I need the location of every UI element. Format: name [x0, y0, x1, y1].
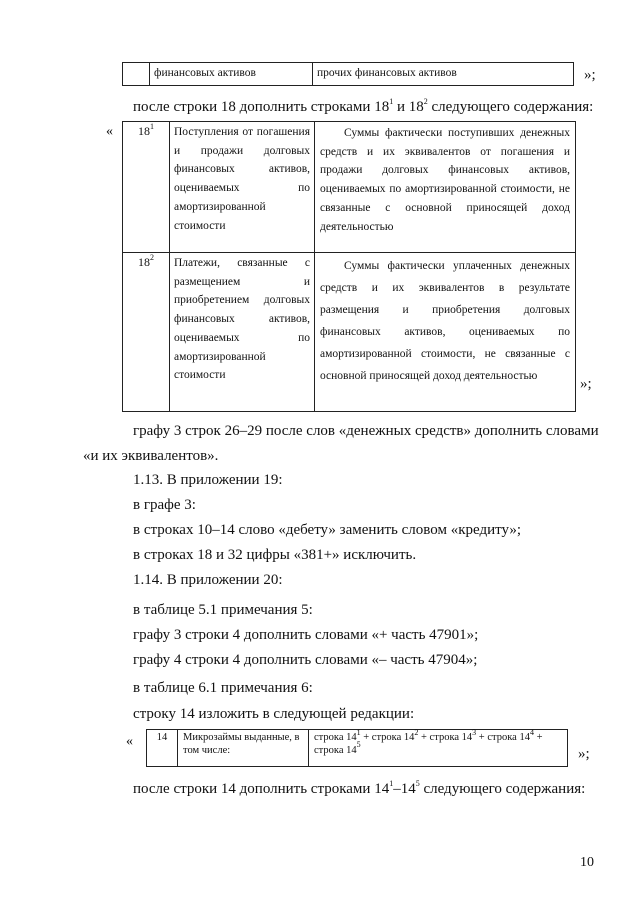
formula-text: строка 14: [314, 732, 357, 743]
row-description: Суммы фактически уплаченных денежных средств и их эквивалентов в результате размещения и приобретения долговых финансовых активов, оцениваемых по амортизированной стоимости, не связанные с основной приносящей доход деятельностью: [320, 260, 570, 382]
table-row: [123, 122, 576, 253]
closing-mark: »;: [578, 746, 590, 762]
row-formula: [309, 727, 567, 759]
table-row: [123, 63, 574, 86]
row-description-cell: [315, 253, 576, 412]
text: и 18: [393, 99, 424, 115]
section-1-13: 1.13. В приложении 19:: [133, 472, 283, 488]
table-row: [147, 730, 568, 767]
cell-text: прочих финансовых активов: [317, 67, 457, 79]
superscript: 1: [389, 779, 394, 788]
paragraph-column3: графу 3 строк 26–29 после слов «денежных средств» дополнить словами: [133, 423, 599, 439]
cell-text: финансовых активов: [154, 67, 256, 79]
row-description-cell: [315, 122, 576, 253]
superscript: 5: [415, 779, 420, 788]
paragraph: в строках 18 и 32 цифры «381+» исключить.: [133, 547, 417, 563]
row-name-cell: [178, 730, 309, 767]
superscript: 1: [356, 727, 361, 737]
text: после строки 18 дополнить строками 18: [133, 99, 390, 115]
row-name: Поступления от погашения и продажи долговых финансовых активов, оцениваемых по амортизированной стоимости: [174, 126, 310, 232]
row-number-cell: [123, 253, 170, 412]
table-row: [123, 253, 576, 412]
section-1-14: 1.14. В приложении 20:: [133, 572, 283, 588]
superscript: 3: [472, 727, 477, 737]
paragraph: в графе 3:: [133, 497, 196, 513]
row-formula-cell: [309, 727, 568, 767]
text: следующего содержания:: [419, 781, 586, 797]
opening-quote: «: [126, 734, 133, 749]
formula-text: + строка 14: [314, 732, 543, 756]
formula-text: + строка 14: [476, 732, 530, 743]
row-description: Суммы фактически поступивших денежных средств и их эквивалентов от погашения и продажи долговых финансовых активов, оцениваемых по амортизированной стоимости, не связанные с основной приносящей доход деятельностью: [320, 127, 570, 233]
row-name: Микрозаймы выданные, в том числе:: [183, 732, 300, 756]
row-name-cell: [170, 253, 315, 412]
paragraph: графу 3 строки 4 дополнить словами «+ часть 47901»;: [133, 627, 479, 643]
row-number-cell: [147, 730, 178, 767]
superscript: 2: [423, 97, 428, 106]
superscript: 2: [150, 253, 154, 262]
paragraph: в таблице 6.1 примечания 6:: [133, 680, 313, 696]
page-number: 10: [580, 855, 594, 870]
row-number: 18: [138, 124, 150, 138]
paragraph-add-rows-18: [133, 98, 593, 116]
row-name-cell: [170, 122, 315, 253]
table-cell: [150, 63, 313, 86]
superscript: 1: [389, 97, 394, 106]
superscript: 5: [356, 740, 361, 749]
superscript: 1: [150, 122, 154, 131]
closing-mark: »;: [580, 376, 592, 392]
row-number: 14: [156, 732, 168, 743]
paragraph-column3-cont: «и их эквивалентов».: [83, 448, 219, 464]
opening-quote: «: [106, 124, 113, 139]
row-14-table: [146, 729, 568, 767]
top-table-fragment: [122, 62, 574, 86]
row-number-cell: [123, 122, 170, 253]
text: –14: [393, 781, 416, 797]
row-number: 18: [138, 255, 150, 269]
paragraph-add-rows-14: [133, 780, 585, 798]
superscript: 2: [414, 727, 419, 737]
paragraph: графу 4 строки 4 дополнить словами «– часть 47904»;: [133, 652, 478, 668]
formula-text: + строка 14: [418, 732, 473, 743]
superscript: 4: [529, 727, 534, 737]
closing-mark: »;: [584, 67, 596, 83]
paragraph: строку 14 изложить в следующей редакции:: [133, 706, 415, 722]
text: после строки 14 дополнить строками 14: [133, 781, 390, 797]
paragraph: в строках 10–14 слово «дебету» заменить словом «кредиту»;: [133, 522, 522, 538]
paragraph: в таблице 5.1 примечания 5:: [133, 602, 313, 618]
rows-18-table: [122, 121, 576, 412]
formula-text: + строка 14: [360, 732, 415, 743]
row-name: Платежи, связанные с размещением и приобретением долговых финансовых активов, оцениваемых по амортизированной стоимости: [174, 257, 310, 382]
table-cell-empty: [123, 63, 150, 86]
table-cell: [313, 63, 574, 86]
text: следующего содержания:: [427, 99, 594, 115]
